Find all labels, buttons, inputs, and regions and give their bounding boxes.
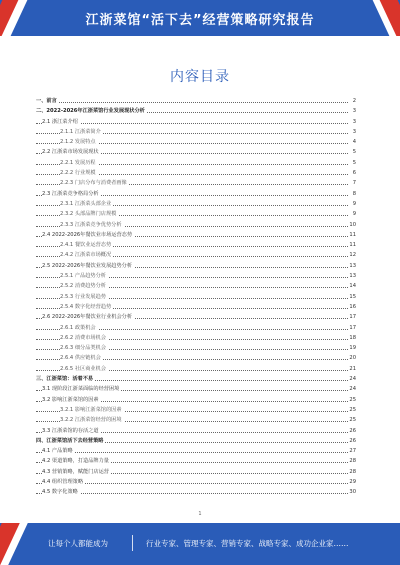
- toc-entry-label: 4.2 渠道策略，打造品牌力量: [42, 458, 109, 465]
- toc-entry-page: 3: [352, 108, 356, 115]
- toc-entry[interactable]: [36, 446, 356, 456]
- toc-entry-label: 2.5 2022-2026年餐饮业发展趋势分析: [42, 262, 133, 269]
- toc-entry-page: 26: [349, 437, 356, 444]
- toc-entry-page: 17: [349, 324, 356, 331]
- toc-entry-page: 25: [349, 417, 356, 424]
- toc-entry[interactable]: [36, 487, 356, 497]
- toc-entry-page: 18: [349, 334, 356, 341]
- header-banner: [0, 0, 400, 36]
- toc-entry-page: 8: [352, 190, 356, 197]
- toc-entry[interactable]: [36, 467, 356, 477]
- toc-entry-page: 11: [349, 231, 356, 238]
- toc-entry-page: 24: [349, 376, 356, 383]
- toc-entry-label: 2.6.2 消费市场机会: [60, 334, 106, 341]
- toc-entry-page: 9: [352, 200, 356, 207]
- toc-entry-label: 3.2 影响江浙菜馆的因素: [42, 396, 99, 403]
- page-number: 1: [198, 511, 202, 517]
- toc-entry[interactable]: [36, 117, 356, 127]
- toc-entry-page: 3: [352, 128, 356, 135]
- toc-entry-label: 3.2.1 影响江浙菜馆的因素: [60, 406, 122, 413]
- toc-entry[interactable]: [36, 158, 356, 168]
- toc-entry[interactable]: [36, 178, 356, 188]
- toc-entry-page: 15: [349, 293, 356, 300]
- toc-entry[interactable]: [36, 220, 356, 230]
- toc-entry-page: 7: [352, 180, 356, 187]
- toc-entry-page: 12: [349, 252, 356, 259]
- toc-entry-label: 2.4 2022-2026年餐饮业市场运营态势: [42, 231, 133, 238]
- toc-entry-page: 6: [352, 170, 356, 177]
- toc-entry-label: 2.2.1 发展历程: [60, 159, 96, 166]
- toc-entry-page: 17: [349, 314, 356, 321]
- toc-leader-dots: [36, 493, 348, 494]
- toc-entry[interactable]: [36, 323, 356, 333]
- toc-heading: 内容目录: [170, 69, 230, 85]
- toc-entry-label: 2.5.4 数字化经营趋势: [60, 303, 112, 310]
- toc-entry[interactable]: [36, 395, 356, 405]
- footer-slogan-right: 行业专家、管理专家、营销专家、战略专家、成功企业家……: [146, 539, 349, 548]
- toc-entry[interactable]: [36, 405, 356, 415]
- toc-entry-page: 4: [352, 139, 356, 146]
- toc-entry-page: 27: [349, 448, 356, 455]
- toc-entry-label: 2.5.1 产品趋势分析: [60, 273, 106, 280]
- toc-entry[interactable]: [36, 281, 356, 291]
- toc-entry-label: 4.5 数字化策略: [42, 489, 78, 496]
- toc-entry[interactable]: [36, 168, 356, 178]
- toc-entry[interactable]: [36, 312, 356, 322]
- table-of-contents: [36, 96, 356, 498]
- toc-entry-label: 2.3 江浙菜竞争格局分析: [42, 190, 99, 197]
- toc-entry-label: 4.3 营销策略，赋能门店运营: [42, 468, 109, 475]
- toc-entry[interactable]: [36, 199, 356, 209]
- toc-entry-page: 25: [349, 396, 356, 403]
- toc-entry-label: 二、2022-2026年江浙菜馆行业发展现状分析: [36, 108, 145, 115]
- toc-entry-page: 19: [349, 345, 356, 352]
- toc-entry-label: 3.2.2 江浙菜馆经营的困境: [60, 417, 122, 424]
- toc-entry[interactable]: [36, 364, 356, 374]
- footer-banner: [0, 523, 400, 565]
- toc-entry-label: 2.6.5 社区商业机会: [60, 365, 106, 372]
- toc-entry-label: 2.3.2 头部品牌门店规模: [60, 211, 117, 218]
- toc-entry-page: 29: [349, 478, 356, 485]
- toc-entry-label: 2.3.3 江浙菜竞争优势分析: [60, 221, 122, 228]
- toc-entry[interactable]: [36, 250, 356, 260]
- toc-entry-label: 2.6.1 政策机会: [60, 324, 96, 331]
- toc-entry[interactable]: [36, 147, 356, 157]
- toc-entry[interactable]: [36, 271, 356, 281]
- toc-entry[interactable]: [36, 436, 356, 446]
- toc-entry-label: 2.6.4 供应链机会: [60, 355, 101, 362]
- toc-entry[interactable]: [36, 292, 356, 302]
- toc-entry-page: 14: [349, 283, 356, 290]
- toc-entry-page: 11: [349, 242, 356, 249]
- toc-entry[interactable]: [36, 230, 356, 240]
- toc-entry-page: 21: [349, 365, 356, 372]
- toc-entry[interactable]: [36, 343, 356, 353]
- report-title: 江浙菜馆“活下去”经营策略研究报告: [85, 13, 315, 28]
- toc-entry[interactable]: [36, 127, 356, 137]
- toc-entry[interactable]: [36, 96, 356, 106]
- toc-entry[interactable]: [36, 415, 356, 425]
- toc-entry-label: 4.4 组织管理策略: [42, 478, 84, 485]
- toc-entry[interactable]: [36, 333, 356, 343]
- toc-entry-label: 2.4.1 餐饮业运营态势: [60, 242, 112, 249]
- toc-entry[interactable]: [36, 384, 356, 394]
- toc-entry-page: 16: [349, 303, 356, 310]
- toc-entry-page: 13: [349, 273, 356, 280]
- toc-entry-label: 2.2 江浙菜市场发展现状: [42, 149, 99, 156]
- toc-entry-label: 2.1 浙江菜介绍: [42, 118, 78, 125]
- toc-entry-page: 28: [349, 468, 356, 475]
- toc-entry[interactable]: [36, 456, 356, 466]
- toc-entry[interactable]: [36, 426, 356, 436]
- toc-leader-dots: [36, 123, 348, 124]
- toc-entry-label: 3.3 江浙菜馆的存活之道: [42, 427, 99, 434]
- toc-entry-label: 三、江浙菜馆：活着不易: [36, 376, 94, 383]
- toc-entry[interactable]: [36, 302, 356, 312]
- toc-entry-label: 4.1 产品策略: [42, 448, 73, 455]
- footer-slogan-left: 让每个人都能成为: [48, 539, 108, 548]
- toc-entry-page: 28: [349, 458, 356, 465]
- toc-entry-page: 10: [349, 221, 356, 228]
- toc-entry[interactable]: [36, 353, 356, 363]
- toc-entry-label: 2.4.2 江浙菜市场概况: [60, 252, 112, 259]
- toc-entry-page: 5: [352, 149, 356, 156]
- toc-entry-label: 3.1 现阶段江浙菜面临的经营困境: [42, 386, 120, 393]
- toc-entry-label: 2.6.3 细分品类机会: [60, 345, 106, 352]
- toc-entry[interactable]: [36, 209, 356, 219]
- toc-entry[interactable]: [36, 261, 356, 271]
- toc-entry-label: 2.2.3 门店分布与消费者画像: [60, 180, 127, 187]
- toc-entry-label: 2.5.2 消费趋势分析: [60, 283, 106, 290]
- toc-entry[interactable]: [36, 374, 356, 384]
- toc-entry-label: 一、前言: [36, 98, 57, 104]
- toc-entry[interactable]: [36, 106, 356, 116]
- toc-entry-label: 四、江浙菜馆活下去经营策略: [36, 437, 104, 444]
- toc-entry-label: 2.2.2 行业规模: [60, 170, 96, 177]
- toc-entry-page: 2: [352, 98, 356, 104]
- toc-leader-dots: [36, 102, 348, 103]
- toc-entry-label: 2.1.2 发展特点: [60, 139, 96, 146]
- toc-entry-page: 26: [349, 427, 356, 434]
- toc-entry-label: 2.6 2022-2026年餐饮业行业机会分析: [42, 314, 133, 321]
- toc-entry-page: 25: [349, 406, 356, 413]
- toc-leader-dots: [36, 452, 348, 453]
- toc-entry-page: 30: [349, 489, 356, 496]
- toc-entry-page: 13: [349, 262, 356, 269]
- toc-entry[interactable]: [36, 240, 356, 250]
- footer-divider: [132, 535, 133, 551]
- toc-entry-label: 2.5.3 行业发展趋势: [60, 293, 106, 300]
- toc-entry-page: 24: [349, 386, 356, 393]
- toc-entry[interactable]: [36, 477, 356, 487]
- toc-entry-label: 2.1.1 江浙菜简介: [60, 128, 101, 135]
- toc-entry[interactable]: [36, 137, 356, 147]
- toc-entry-label: 2.3.1 江浙菜头部企业: [60, 200, 112, 207]
- toc-entry-page: 9: [352, 211, 356, 218]
- toc-entry-page: 3: [352, 118, 356, 125]
- toc-entry-page: 5: [352, 159, 356, 166]
- toc-entry[interactable]: [36, 189, 356, 199]
- toc-entry-page: 20: [349, 355, 356, 362]
